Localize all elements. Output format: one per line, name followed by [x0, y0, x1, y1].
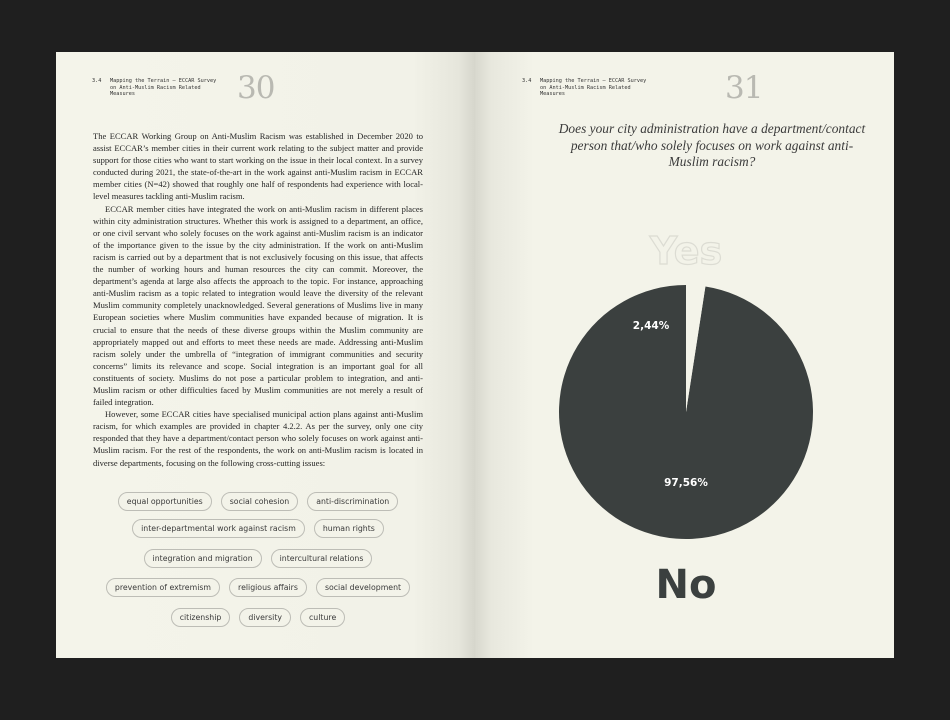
tag-row	[93, 492, 423, 511]
book-spread	[56, 52, 894, 658]
tag-row	[93, 608, 423, 627]
body-text	[93, 130, 423, 469]
tag: human rights	[314, 519, 384, 538]
paragraph-2: ECCAR member cities have integrated the work on anti-Muslim racism in different places within city administration structures. Whether this work is assigned to a department, an office, or one civil servant who solely focuses on the work against anti-Muslim racism is an indicator of the importance given to the issue by the city administration. If the work on anti-Muslim racism is carried out by a department that is not exclusively focusing on this issue, that affects the number of working hours and human resources the city can commit. Moreover, the department’s agenda at large also affects the approach to the topic. For instance, approaching anti-Muslim racism as a topic related to integration would leave the diversity of the relevant Muslim community completely unacknowledged. Several generations of Muslims live in many European societies where Muslim communities have expanded because of migration. It is crucial to ensure that the needs of these diverse groups within the Muslim community are appropriately mapped out and efforts to meet these needs are made. Addressing anti-Muslim racism solely under the umbrella of “integration of immigrant communities and security concerns” limits its relevance and scope. Social integration is an important goal for all constituents of society. Muslims do not pose a particular problem to integration, and anti-Muslim racism or other difficulties faced by Muslim communities are not merely a result of failed integration.	[93, 203, 423, 408]
running-head-section: 3.4	[92, 78, 102, 84]
tag: intercultural relations	[271, 549, 373, 568]
tag: integration and migration	[144, 549, 262, 568]
tag-row	[93, 578, 423, 597]
value-label-no: 97,56%	[664, 477, 708, 489]
running-head-title: Mapping the Terrain – ECCAR Survey on Anti-Muslim Racism Related Measures	[540, 78, 647, 98]
label-no: No	[655, 562, 717, 608]
tag: diversity	[239, 608, 291, 627]
tag: equal opportunities	[118, 492, 212, 511]
running-head-section: 3.4	[522, 78, 532, 84]
page-number-left: 30	[237, 70, 275, 106]
paragraph-1: The ECCAR Working Group on Anti-Muslim Racism was established in December 2020 to assist ECCAR’s member cities in their current work relating to the subject matter and provide support for those cities who want to start working on the issue in their local context. In a survey conducted during 2021, the state-of-the-art in the work against anti-Muslim racism in ECCAR member cities (N=42) showed that roughly one half of respondents had experience with local-level measures tackling anti-Muslim racism.	[93, 131, 423, 202]
pie-chart	[475, 52, 894, 658]
tag: culture	[300, 608, 345, 627]
tag: social development	[316, 578, 410, 597]
tag: religious affairs	[229, 578, 307, 597]
tag-row	[93, 519, 423, 538]
label-yes: Yes	[649, 229, 723, 273]
slice-no	[559, 285, 813, 539]
tag: citizenship	[171, 608, 231, 627]
tag: anti-discrimination	[307, 492, 398, 511]
paragraph-3: However, some ECCAR cities have specialised municipal action plans against anti-Muslim racism, for which examples are provided in chapter 4.2.2. As per the survey, only one city responded that they have a department/contact person who solely focuses on work against anti-Muslim racism. For the rest of the respondents, the work on anti-Muslim racism is located in diverse departments, focusing on the following cross-cutting issues:	[93, 409, 423, 468]
running-head-title: Mapping the Terrain – ECCAR Survey on Anti-Muslim Racism Related Measures	[110, 78, 217, 98]
page-number-right: 31	[725, 70, 763, 106]
left-page	[56, 52, 475, 658]
tag: prevention of extremism	[106, 578, 220, 597]
value-label-yes: 2,44%	[632, 320, 670, 332]
right-page	[475, 52, 894, 658]
chart-question: Does your city administration have a department/contact person that/who solely focuses on work against anti-Muslim racism?	[558, 121, 866, 170]
tag: social cohesion	[221, 492, 298, 511]
tag: inter-departmental work against racism	[132, 519, 305, 538]
tag-row	[93, 549, 423, 568]
